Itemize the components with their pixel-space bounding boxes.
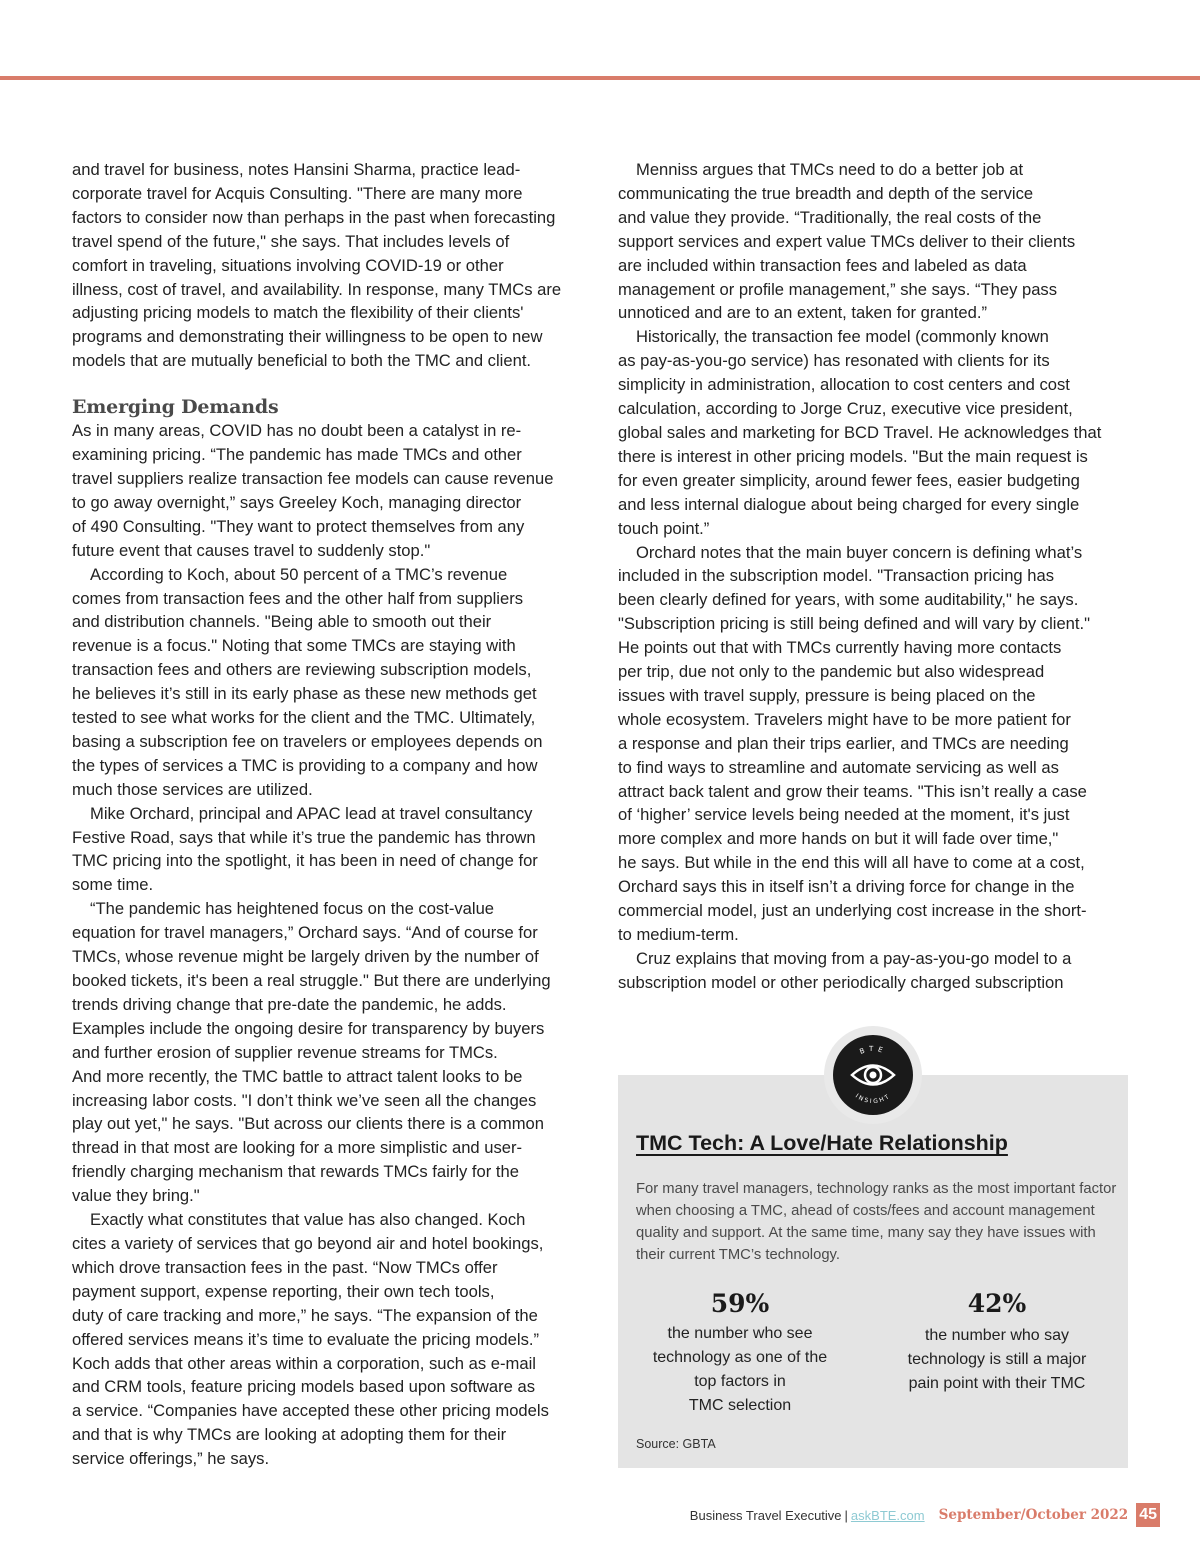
article-paragraph: Exactly what constitutes that value has also changed. Koch cites a variety of services that go beyond air and hotel bookings, which drove transaction fees in the past. “Now TMCs offer payment support, expense reporting, their own tech tools, duty of care tracking and more,” he says. “The expansion of the offered services means it’s time to evaluate the pricing models.” Koch adds that other areas within a corporation, such as e-mail and CRM tools, feature pricing models based upon software as a service. “Companies have accepted these other pricing models and that is why TMCs are looking at adopting them for their service offerings,” he says. xyxy=(72,1210,549,1469)
svg-text:INSIGHT xyxy=(854,1093,892,1106)
article-paragraph: “The pandemic has heightened focus on the cost-value equation for travel managers,” Orchard says. “And of course for TMCs, whose revenue might be largely driven by the number of booked tickets, it's been a real struggle." But there are underlying trends driving change that pre-date the pandemic, he adds. Examples include the ongoing desire for transparency by buyers and further erosion of supplier revenue streams for TMCs. And more recently, the TMC battle to attract talent looks to be increasing labor costs. "I don’t think we’ve seen all the changes play out yet," he says. "But across our clients there is a common thread in that most are looking for a more simplistic and user- friendly charging mechanism that rewards TMCs fairly for the value they bring." xyxy=(72,899,551,1206)
stat-caption: the number who say technology is still a major pain point with their TMC xyxy=(907,1327,1087,1392)
badge-top-label: BTE xyxy=(858,1044,888,1056)
page-footer xyxy=(690,1503,1160,1527)
stat-value: 59% xyxy=(710,1289,770,1318)
article-paragraph: Mike Orchard, principal and APAC lead at travel consultancy Festive Road, says that while it’s true the pandemic has thrown TMC pricing into the spotlight, it has been in need of change for some time. xyxy=(72,803,538,895)
article-paragraph: Menniss argues that TMCs need to do a better job at communicating the true breadth and depth of the service and value they provide. “Traditionally, the real costs of the support services and expert value TMCs deliver to their clients are included within transaction fees and labeled as data management or profile management,” she says. “They pass unnoticed and are to an extent, taken for granted.” xyxy=(618,160,1076,323)
article-paragraph: Orchard notes that the main buyer concern is defining what’s included in the subscription model. "Transaction pricing has been clearly defined for years, with some auditability," he says. "Subscription pricing is still being defined and will vary by client." He points out that with TMCs currently having more contacts per trip, due not only to the pandemic but also widespread issues with travel supply, pressure is being placed on the whole ecosystem. Travelers might have to be more patient for a response and plan their trips earlier, and TMCs are needing to find ways to streamline and automate servicing as well as attract back talent and grow their teams. "This isn’t really a case of ‘higher’ service levels being needed at the moment, it's just more complex and more hands on but it will fade over time," he says. But while in the end this will all have to come at a cost, Orchard says this in itself isn’t a driving force for change in the commercial model, just an underlying cost increase in the short- to medium-term. xyxy=(618,542,1091,944)
eye-icon xyxy=(833,1035,913,1115)
footer-publication-name: Business Travel Executive xyxy=(689,1507,842,1523)
badge-bottom-label: INSIGHT xyxy=(853,1092,893,1106)
insight-box-description: For many travel managers, technology ranks as the most important factor when choosing a TMC, ahead of costs/fees and account management quality and support. At the same time, many say they have issues with their current TMC’s technology. xyxy=(636,1181,1117,1263)
article-paragraph: Historically, the transaction fee model (commonly known as pay-as-you-go service) has resonated with clients for its simplicity in administration, allocation to cost centers and cost calculation, according to Jorge Cruz, executive vice president, global sales and marketing for BCD Travel. He acknowledges that there is interest in other pricing models. "But the main request is for even greater simplicity, around fewer fees, easier budgeting and less internal dialogue about being charged for every single touch point.” xyxy=(618,327,1102,538)
insight-box-title: TMC Tech: A Love/Hate Relationship xyxy=(636,1131,1008,1155)
footer-page-number: 45 xyxy=(1136,1503,1160,1527)
article-left-column xyxy=(72,158,584,1471)
footer-website-link[interactable]: askBTE.com xyxy=(850,1507,925,1523)
stat-block xyxy=(640,1288,840,1418)
article-paragraph: According to Koch, about 50 percent of a TMC’s revenue comes from transaction fees and the other half from suppliers and distribution channels. "Being able to smooth out their revenue is a focus." Noting that some TMCs are staying with transaction fees and others are reviewing subscription models, he believes it’s still in its early phase as these new methods get tested to see what works for the client and the TMC. Ultimately, basing a subscription fee on travelers or employees depends on the types of services a TMC is providing to a company and how much those services are utilized. xyxy=(72,564,543,799)
svg-text:BTE xyxy=(859,1045,888,1056)
article-paragraph: As in many areas, COVID has no doubt been a catalyst in re- examining pricing. “The pandemic has made TMCs and other travel suppliers realize transaction fee models can cause revenue to go away overnight,” says Greeley Koch, managing director of 490 Consulting. "They want to protect themselves from any future event that causes travel to suddenly stop." xyxy=(72,421,554,560)
article-right-column xyxy=(618,158,1130,995)
footer-separator: | xyxy=(844,1507,848,1523)
insight-badge xyxy=(833,1035,913,1115)
stat-caption: the number who see technology as one of the top factors in TMC selection xyxy=(652,1325,828,1414)
stat-block xyxy=(896,1288,1098,1396)
insight-box-source: Source: GBTA xyxy=(636,1437,716,1451)
section-heading: Emerging Demands xyxy=(72,396,279,419)
footer-issue-date: September/October 2022 xyxy=(938,1507,1129,1523)
article-paragraph: and travel for business, notes Hansini Sharma, practice lead- corporate travel for Acquis Consulting. "There are many more factors to consider now than perhaps in the past when forecasting travel spend of the future," she says. That includes levels of comfort in traveling, situations involving COVID-19 or other illness, cost of travel, and availability. In response, many TMCs are adjusting pricing models to match the flexibility of their clients' programs and demonstrating their willingness to be open to new models that are mutually beneficial to both the TMC and client. xyxy=(72,160,562,371)
top-accent-rule xyxy=(0,76,1200,80)
article-paragraph: Cruz explains that moving from a pay-as-you-go model to a subscription model or other periodically charged subscription xyxy=(618,948,1072,992)
stat-value: 42% xyxy=(967,1289,1027,1318)
